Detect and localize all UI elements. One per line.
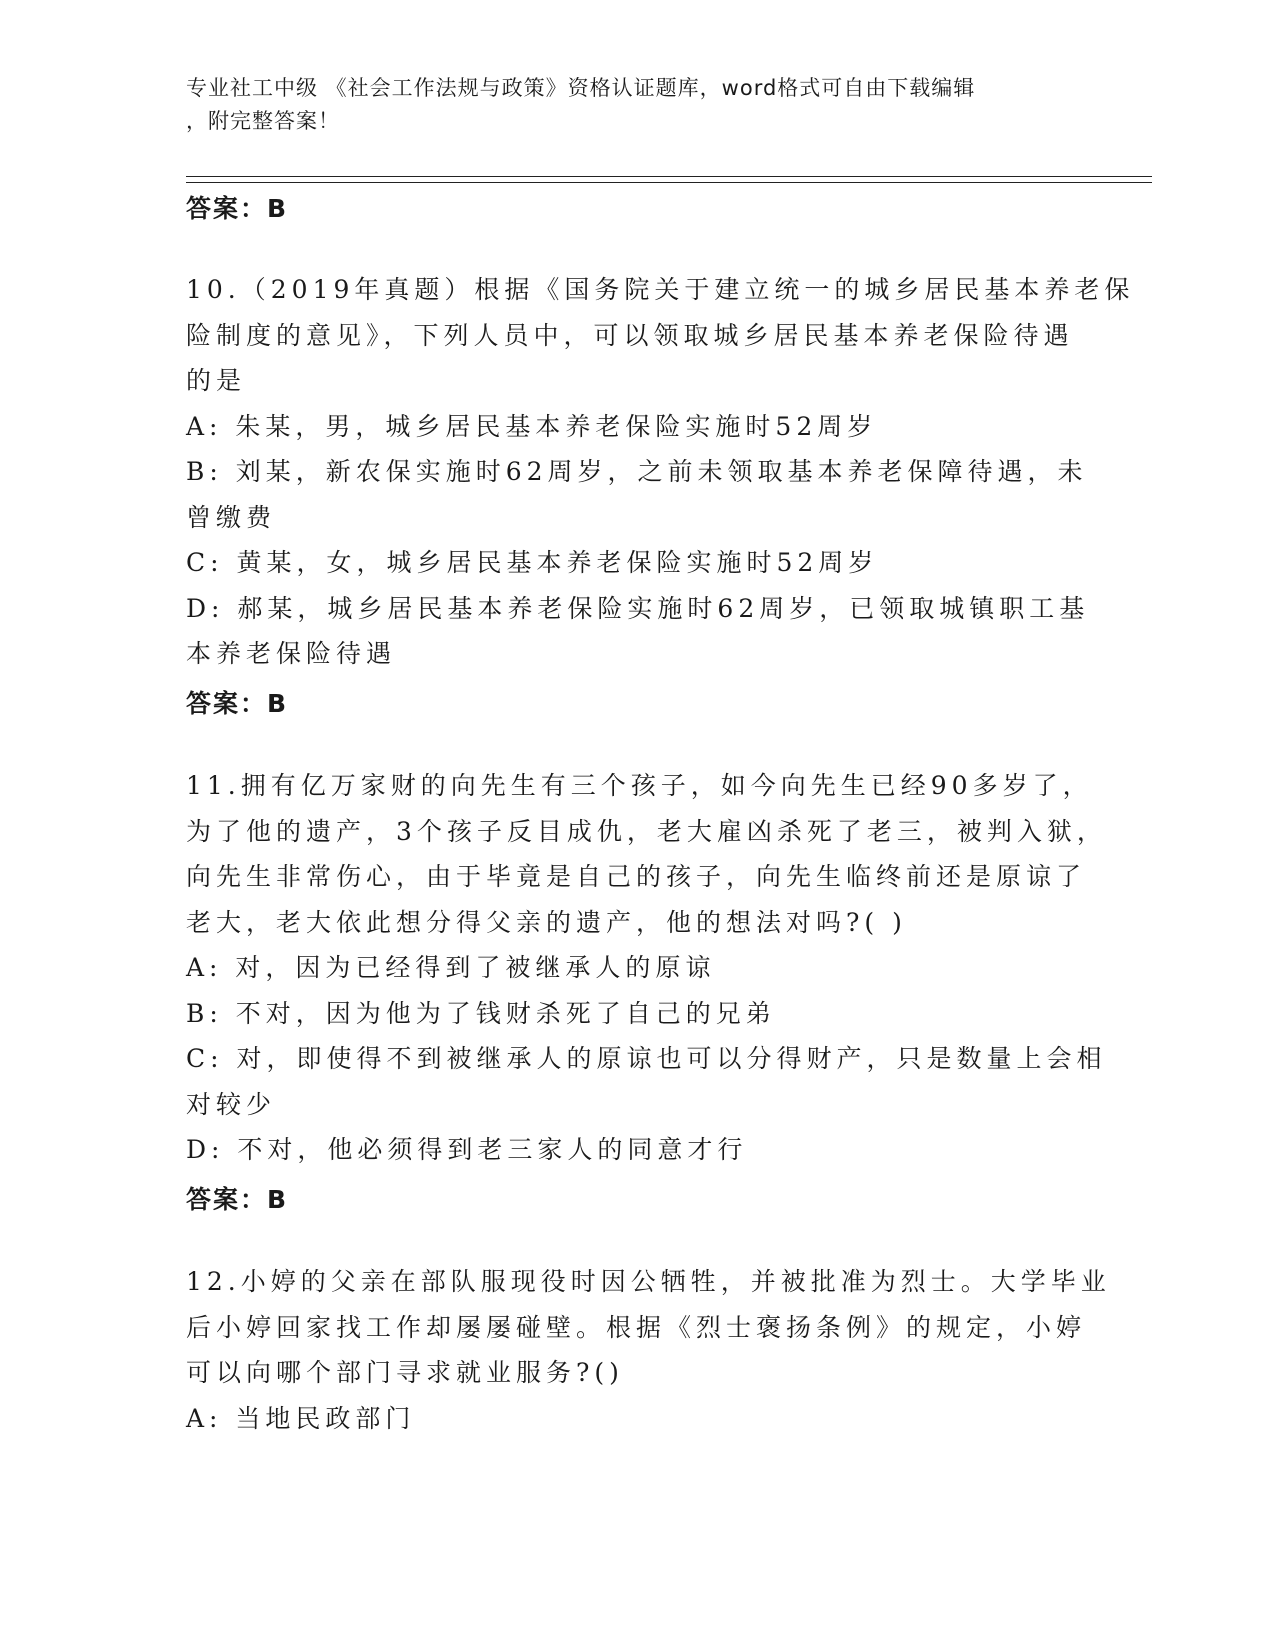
answer-previous: [186, 186, 287, 232]
question-12-stem-line: 后小婷回家找工作却屡屡碰壁。根据《烈士褒扬条例》的规定，小婷: [186, 1312, 1087, 1342]
question-10-stem-line: 10.（2019年真题）根据《国务院关于建立统一的城乡居民基本养老保: [186, 275, 1135, 304]
question-12-option-a: A: 当地民政部门: [186, 1403, 416, 1433]
question-11-option-c-cont: 对较少: [186, 1089, 277, 1119]
question-11-option-d: D: 不对，他必须得到老三家人的同意才行: [186, 1135, 748, 1164]
question-10: [186, 267, 1135, 677]
header-line-1: 专业社工中级 《社会工作法规与政策》资格认证题库，word格式可自由下载编辑: [186, 76, 976, 100]
question-11-stem-line: 11.拥有亿万家财的向先生有三个孩子，如今向先生已经90多岁了，: [186, 771, 1093, 800]
answer-value: B: [267, 1185, 288, 1214]
answer-label: 答案：: [186, 689, 268, 718]
question-10-option-b: B: 刘某，新农保实施时62周岁，之前未领取基本养老保障待遇，未: [186, 457, 1088, 486]
question-10-option-d-cont: 本养老保险待遇: [186, 639, 397, 668]
question-10-option-b-cont: 曾缴费: [186, 502, 277, 532]
answer-value: B: [267, 689, 288, 718]
document-header: [186, 72, 1086, 138]
question-11-option-b: B: 不对，因为他为了钱财杀死了自己的兄弟: [186, 998, 776, 1028]
header-divider-bottom: [186, 182, 1152, 183]
question-11-option-a: A: 对，因为已经得到了被继承人的原谅: [186, 953, 716, 982]
question-10-option-a: A: 朱某，男，城乡居民基本养老保险实施时52周岁: [186, 411, 878, 441]
question-10-option-d: D: 郝某，城乡居民基本养老保险实施时62周岁，已领取城镇职工基: [186, 593, 1090, 623]
answer-value: B: [267, 194, 288, 223]
question-11-stem-line: 为了他的遗产，3个孩子反目成仇，老大雇凶杀死了老三，被判入狱，: [186, 816, 1107, 846]
question-10-stem-line: 险制度的意见》，下列人员中，可以领取城乡居民基本养老保险待遇: [186, 320, 1074, 350]
answer-question-10: [186, 681, 287, 727]
question-10-option-c: C: 黄某，女，城乡居民基本养老保险实施时52周岁: [186, 548, 879, 577]
question-11-stem-line: 老大，老大依此想分得父亲的遗产，他的想法对吗?( ): [186, 907, 907, 937]
question-11-stem-line: 向先生非常伤心，由于毕竟是自己的孩子，向先生临终前还是原谅了: [186, 862, 1087, 891]
header-divider-top: [186, 176, 1152, 177]
question-11-option-c: C: 对，即使得不到被继承人的原谅也可以分得财产，只是数量上会相: [186, 1044, 1107, 1073]
answer-label: 答案：: [186, 194, 268, 223]
answer-label: 答案：: [186, 1185, 268, 1214]
answer-question-11: [186, 1177, 287, 1223]
question-10-stem-line: 的是: [186, 366, 247, 395]
question-12-stem-line: 可以向哪个部门寻求就业服务?(): [186, 1358, 624, 1387]
question-12: [186, 1259, 1111, 1441]
question-12-stem-line: 12.小婷的父亲在部队服现役时因公牺牲，并被批准为烈士。大学毕业: [186, 1267, 1111, 1296]
question-11: [186, 763, 1107, 1173]
header-line-2: ，附完整答案！: [186, 109, 340, 133]
